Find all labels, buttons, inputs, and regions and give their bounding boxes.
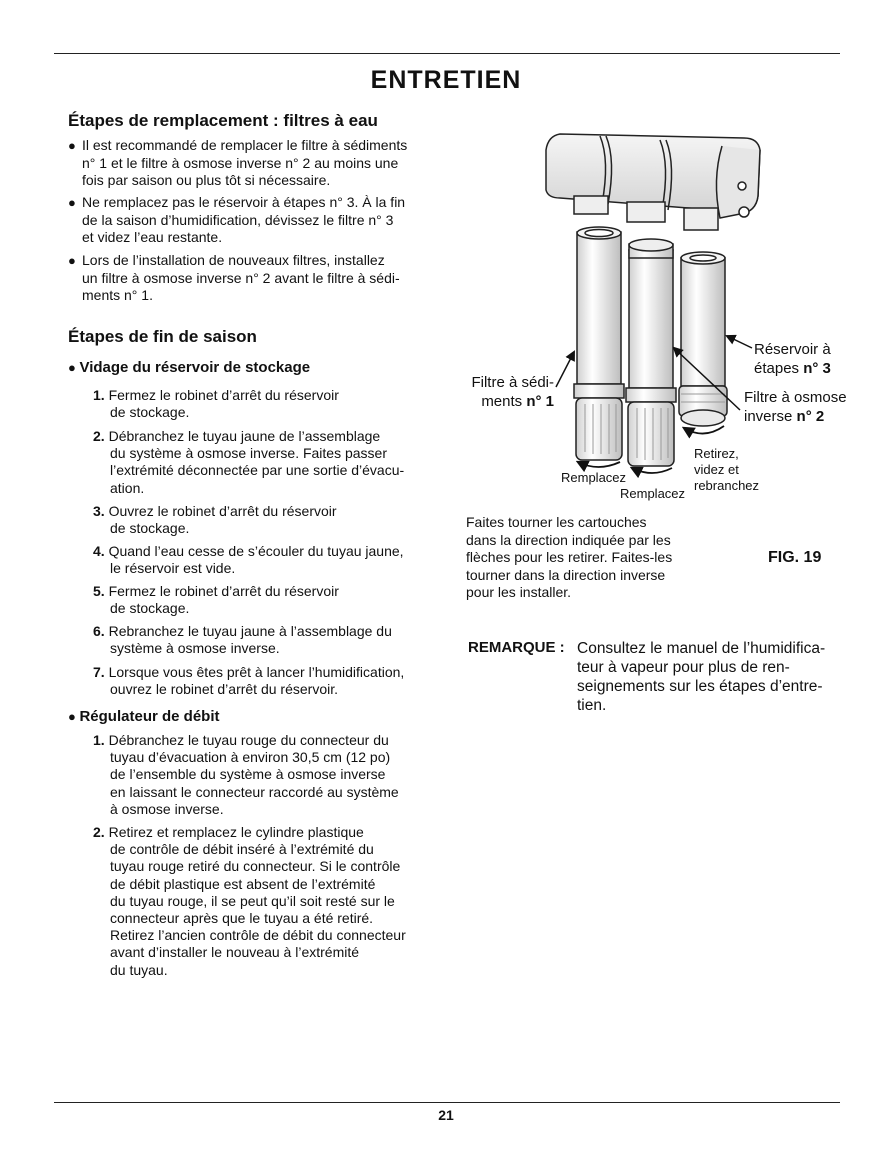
subheading-drain-tank: ● Vidage du réservoir de stockage — [68, 359, 311, 376]
step-item: 2. Débranchez le tuyau jaune de l’assemblage du système à osmose inverse. Faites passer l’extrémité déconnectée par une sortie d’évacu- ation. — [93, 428, 405, 496]
filter-manifold-head — [546, 134, 760, 230]
bullet-item: ● Lors de l’installation de nouveaux filtres, installez un filtre à osmose inverse n° 2 avant le filtre à sédi- ments n° 1. — [68, 252, 400, 303]
bullet-item: ● Il est recommandé de remplacer le filtre à sédiments n° 1 et le filtre à osmose inverse n° 2 au moins une fois par saison ou plus tôt si nécessaire. — [68, 137, 408, 188]
step-item: 6. Rebranchez le tuyau jaune à l’assemblage du système à osmose inverse. — [93, 623, 392, 657]
page-number: 21 — [438, 1107, 454, 1123]
bullet-icon: ● — [68, 195, 76, 210]
step-item: 1. Débranchez le tuyau rouge du connecteur du tuyau d’évacuation à environ 30,5 cm (12 po) de l’ensemble du système à osmose inverse en laissant le connecteur raccordé au système à osmose inverse. — [93, 732, 399, 817]
subheading-flow-regulator: ● Régulateur de débit — [68, 708, 220, 725]
step-item: 7. Lorsque vous êtes prêt à lancer l’humidification, ouvrez le robinet d’arrêt du réservoir. — [93, 664, 405, 698]
rotation-arrow — [578, 462, 620, 467]
label-remove-empty-reconnect: Retirez, videz et rebranchez — [694, 446, 760, 493]
step-item: 2. Retirez et remplacez le cylindre plastique de contrôle de débit inséré à l’extrémité du tuyau rouge retiré du connecteur. Si le contrôle de débit plastique est absent de l’extrémité du tuyau rouge, il se peut qu’il soit resté sur le connecteur après que le tuyau a été retiré. Retirez l’ancien contrôle de débit du connecteur avant d’installer le nouveau à l’extrémité du tuyau. — [93, 824, 406, 978]
leader-arrow — [727, 336, 752, 348]
section-heading-filters: Étapes de remplacement : filtres à eau — [68, 111, 378, 130]
stage-reservoir-tank — [679, 252, 727, 426]
bullet-icon: ● — [68, 138, 76, 153]
step-item: 4. Quand l’eau cesse de s’écouler du tuyau jaune, le réservoir est vide. — [93, 543, 404, 577]
label-replace-2: Remplacez — [620, 486, 686, 501]
bullet-icon: ● — [68, 360, 80, 375]
section-heading-end-season: Étapes de fin de saison — [68, 327, 257, 346]
sediment-filter-cartridge — [574, 227, 624, 460]
step-item: 5. Fermez le robinet d’arrêt du réservoir de stockage. — [93, 583, 339, 617]
label-stage-reservoir: Réservoir à étapes n° 3 — [754, 341, 831, 377]
rotation-arrow — [684, 426, 724, 434]
label-ro-filter: Filtre à osmose inverse n° 2 — [744, 389, 847, 425]
figure-label: FIG. 19 — [768, 549, 822, 566]
label-replace-1: Remplacez — [561, 470, 627, 485]
bottom-rule — [54, 1102, 840, 1103]
bullet-icon: ● — [68, 253, 76, 268]
step-item: 1. Fermez le robinet d’arrêt du réservoir de stockage. — [93, 387, 339, 421]
step-item: 3. Ouvrez le robinet d’arrêt du réservoir de stockage. — [93, 503, 337, 537]
bullet-icon: ● — [68, 709, 80, 724]
reverse-osmosis-filter-cartridge — [626, 239, 676, 466]
remark-label: REMARQUE : — [468, 639, 565, 656]
leader-arrow — [556, 352, 574, 387]
bullet-item: ● Ne remplacez pas le réservoir à étapes n° 3. À la fin de la saison d’humidification, dévissez le filtre n° 3 et videz l’eau restante. — [68, 194, 406, 245]
remark-text: Consultez le manuel de l’humidifica- teur à vapeur pour plus de ren- seignements sur les étapes d’entre- tien. — [577, 640, 826, 714]
label-sediment-filter: Filtre à sédi- ments n° 1 — [471, 374, 554, 410]
page-title: ENTRETIEN — [370, 66, 522, 94]
figure-caption: Faites tourner les cartouches dans la direction indiquée par les flèches pour les retirer. Faites-les tourner dans la direction inverse pour les installer. — [466, 514, 673, 600]
rotation-arrow — [632, 468, 672, 473]
